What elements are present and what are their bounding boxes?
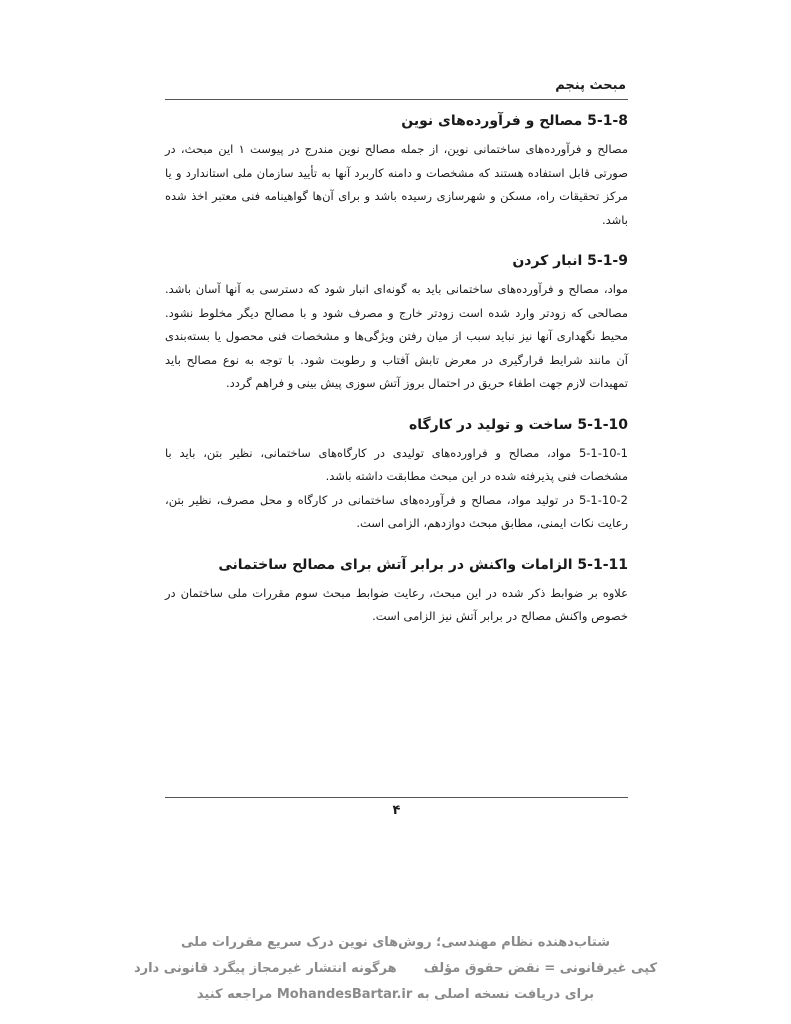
section-paragraph: 5-1-10-1 مواد، مصالح و فراورده‌های تولیدی در کارگاه‌های ساختمانی، نظیر بتن، باید با مشخصات فنی پذیرفته شده در این مبحث مطابقت داشته باشد.	[165, 445, 628, 483]
section-onsite-production	[165, 414, 628, 536]
watermark-line-1: شتاب‌دهنده نظام مهندسی؛ روش‌های نوین درک سریع مقررات ملی	[181, 935, 610, 950]
section-paragraph: مصالح و فرآورده‌های ساختمانی نوین، از جمله مصالح نوین مندرج در پیوست ۱ این مبحث، در صورتی قابل استفاده هستند که مشخصات و دامنه کاربرد آنها به تأیید سازمان ملی استاندارد و یا مرکز تحقیقات راه، مسکن و شهرسازی رسیده باشد و برای آن‌ها گواهینامه فنی معتبر اخذ شده باشد.	[165, 142, 628, 227]
watermark-suffix: مراجعه کنید	[196, 987, 273, 1002]
watermark	[120, 930, 671, 1008]
page-content	[165, 110, 628, 647]
watermark-prefix: برای دریافت نسخه اصلی به	[416, 987, 595, 1002]
section-fire-reaction	[165, 554, 628, 629]
section-heading: 5-1-10 ساخت و تولید در کارگاه	[408, 416, 628, 433]
watermark-legal-notice: هرگونه انتشار غیرمجاز پیگرد قانونی دارد	[133, 961, 397, 976]
watermark-copyright: کپی غیرقانونی = نقض حقوق مؤلف	[423, 961, 658, 976]
footer-divider	[165, 797, 628, 798]
header-divider	[165, 99, 628, 100]
chapter-title: مبحث پنجم	[555, 78, 626, 93]
section-heading: 5-1-11 الزامات واکنش در برابر آتش برای مصالح ساختمانی	[218, 556, 628, 573]
watermark-site-link[interactable]: MohandesBartar.ir	[276, 987, 413, 1002]
section-heading: 5-1-9 انبار کردن	[512, 253, 628, 269]
section-paragraph: 5-1-10-2 در تولید مواد، مصالح و فرآورده‌های ساختمانی در کارگاه و محل مصرف، نظیر بتن، رعایت نکات ایمنی، مطابق مبحث دوازدهم، الزامی است.	[165, 492, 628, 530]
section-new-materials	[165, 110, 628, 232]
section-heading: 5-1-8 مصالح و فرآورده‌های نوین	[401, 113, 628, 129]
section-paragraph: مواد، مصالح و فرآورده‌های ساختمانی باید به گونه‌ای انبار شود که دسترسی به آنها آسان باشد. مصالحی که زودتر وارد شده است زودتر خارج و مصرف شود و با مصالح دیگر مخلوط نشود. محیط نگهداری آنها نیز نباید سبب از میان رفتن ویژگی‌ها و مشخصات فنی محصول یا بسته‌بندی آن مانند شرایط قرارگیری در معرض تابش آفتاب و رطوبت شود. با توجه به نوع مصالح باید تمهیدات لازم جهت اطفاء حریق در احتمال بروز آتش سوزی پیش بینی و فراهم گردد.	[165, 282, 628, 390]
section-storage	[165, 250, 628, 396]
watermark-line-2	[120, 956, 671, 982]
watermark-line-3	[120, 982, 671, 1008]
section-paragraph: علاوه بر ضوابط ذکر شده در این مبحث، رعایت ضوابط مبحث سوم مقررات ملی ساختمان در خصوص واکنش مصالح در برابر آتش نیز الزامی است.	[165, 585, 628, 623]
page-number: ۴	[392, 803, 401, 818]
